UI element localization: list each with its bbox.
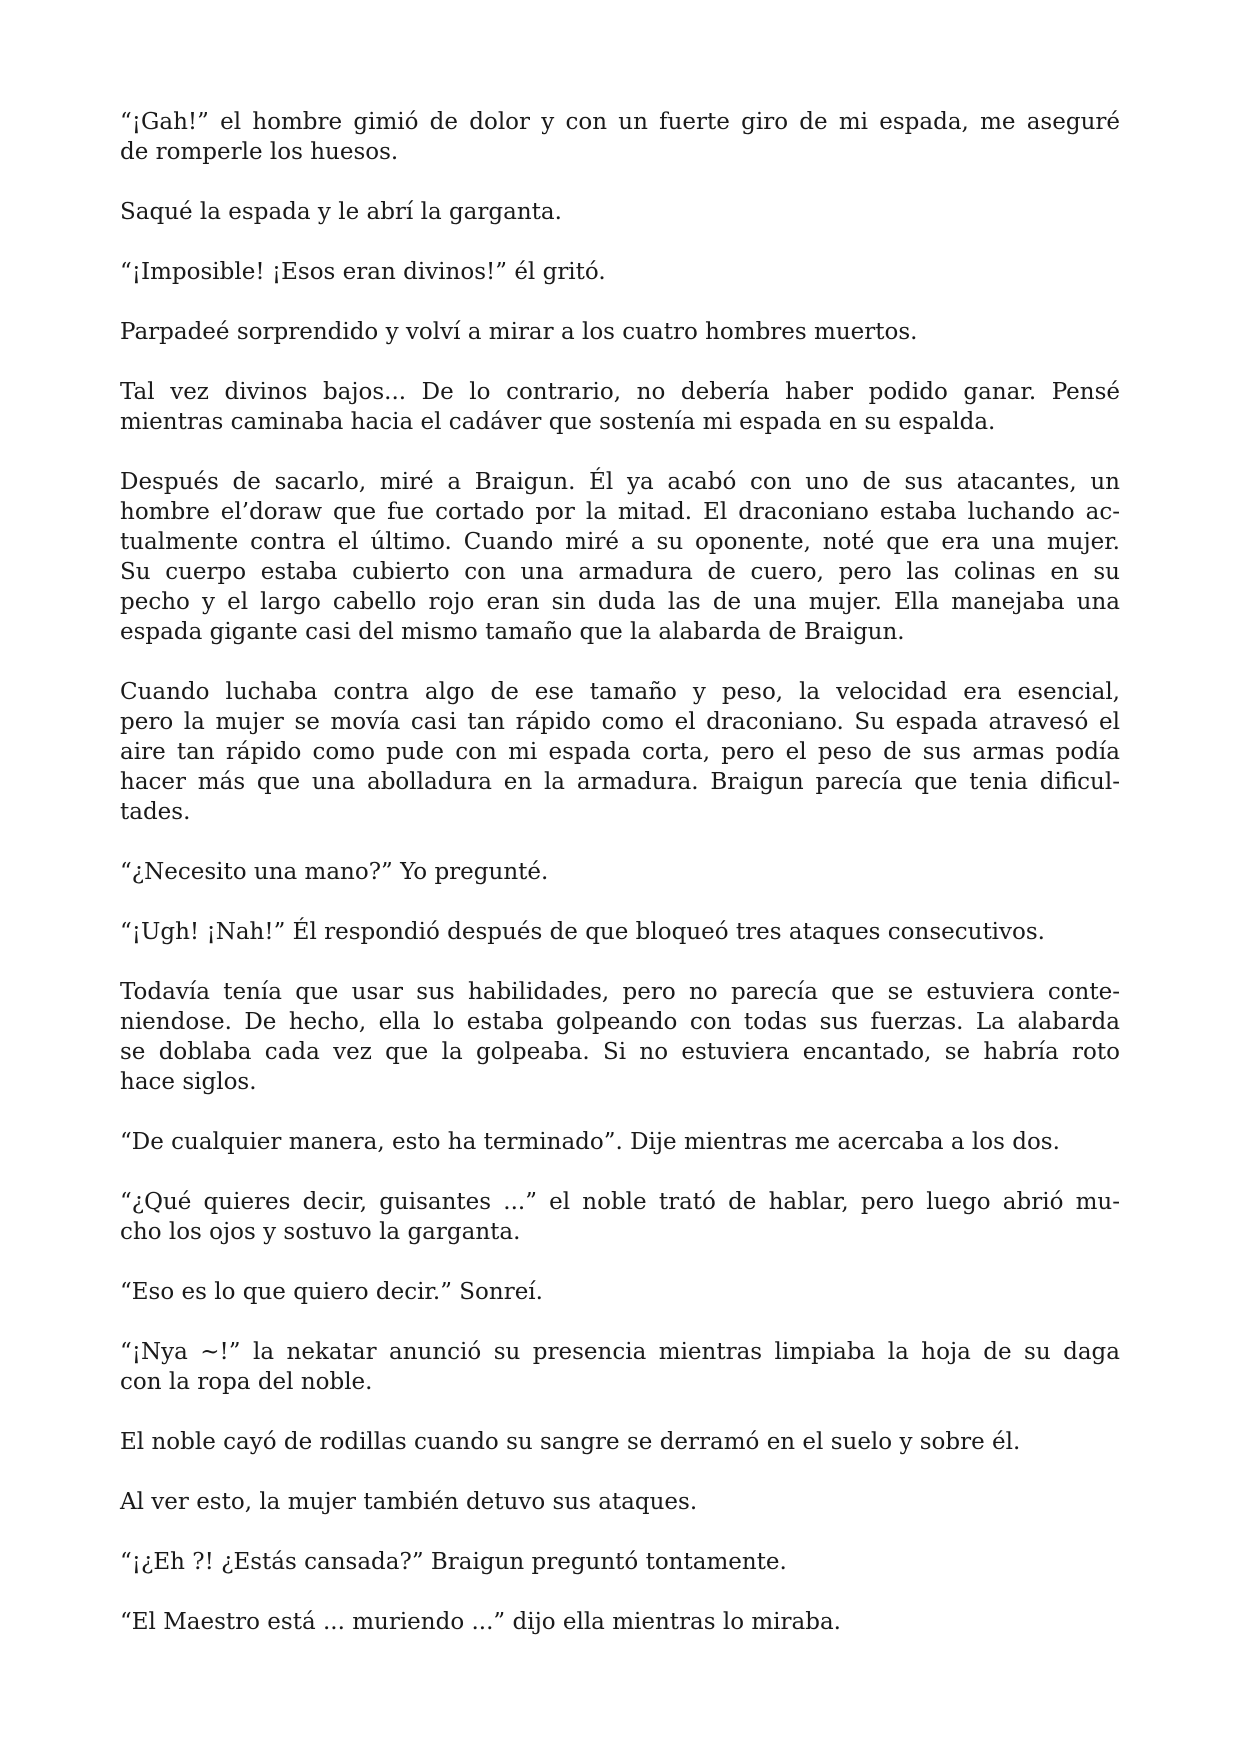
text-line: “¿Qué quieres decir, guisantes ...” el noble trató de hablar, pero luego abrió mu- xyxy=(120,1189,1120,1215)
text-line: “¡¿Eh ?! ¿Estás cansada?” Braigun preguntó tontamente. xyxy=(120,1549,787,1575)
text-line: “Eso es lo que quiero decir.” Sonreí. xyxy=(120,1279,543,1305)
text-line: hombre el’doraw que fue cortado por la mitad. El draconiano estaba luchando ac- xyxy=(120,499,1120,525)
paragraph-6 xyxy=(120,467,1120,647)
paragraph-1 xyxy=(120,107,1120,167)
paragraph-4 xyxy=(120,317,1120,347)
text-line: “¡Ugh! ¡Nah!” Él respondió después de que bloqueó tres ataques consecutivos. xyxy=(120,919,1045,945)
text-line: Parpadeé sorprendido y volví a mirar a los cuatro hombres muertos. xyxy=(120,319,918,345)
text-line: “El Maestro está ... muriendo ...” dijo ella mientras lo miraba. xyxy=(120,1609,841,1635)
paragraph-12 xyxy=(120,1187,1120,1247)
text-line: de romperle los huesos. xyxy=(120,139,399,165)
paragraph-8 xyxy=(120,857,1120,887)
paragraph-13 xyxy=(120,1277,1120,1307)
paragraph-17 xyxy=(120,1547,1120,1577)
text-line: Al ver esto, la mujer también detuvo sus ataques. xyxy=(120,1489,698,1515)
text-line: pecho y el largo cabello rojo eran sin duda las de una mujer. Ella manejaba una xyxy=(120,589,1120,615)
text-line: aire tan rápido como pude con mi espada corta, pero el peso de sus armas podía xyxy=(120,739,1120,765)
text-line: con la ropa del noble. xyxy=(120,1369,373,1395)
text-line: pero la mujer se movía casi tan rápido como el draconiano. Su espada atravesó el xyxy=(120,709,1120,735)
text-line: mientras caminaba hacia el cadáver que sostenía mi espada en su espalda. xyxy=(120,409,996,435)
text-line: espada gigante casi del mismo tamaño que la alabarda de Braigun. xyxy=(120,619,905,645)
text-line: Todavía tenía que usar sus habilidades, pero no parecía que se estuviera conte- xyxy=(120,979,1120,1005)
text-line: “¡Imposible! ¡Esos eran divinos!” él gritó. xyxy=(120,259,606,285)
document-body xyxy=(120,107,1120,1667)
paragraph-9 xyxy=(120,917,1120,947)
text-line: Cuando luchaba contra algo de ese tamaño y peso, la velocidad era esencial, xyxy=(120,679,1120,705)
text-line: “¿Necesito una mano?” Yo pregunté. xyxy=(120,859,549,885)
text-line: Saqué la espada y le abrí la garganta. xyxy=(120,199,562,225)
paragraph-16 xyxy=(120,1487,1120,1517)
paragraph-14 xyxy=(120,1337,1120,1397)
text-line: cho los ojos y sostuvo la garganta. xyxy=(120,1219,521,1245)
paragraph-2 xyxy=(120,197,1120,227)
paragraph-7 xyxy=(120,677,1120,827)
text-line: hace siglos. xyxy=(120,1069,257,1095)
text-line: tualmente contra el último. Cuando miré a su oponente, noté que era una mujer. xyxy=(120,529,1120,555)
text-line: niendose. De hecho, ella lo estaba golpeando con todas sus fuerzas. La alabarda xyxy=(120,1009,1120,1035)
text-line: “¡Gah!” el hombre gimió de dolor y con un fuerte giro de mi espada, me aseguré xyxy=(120,109,1120,135)
text-line: Su cuerpo estaba cubierto con una armadura de cuero, pero las colinas en su xyxy=(120,559,1120,585)
text-line: Después de sacarlo, miré a Braigun. Él ya acabó con uno de sus atacantes, un xyxy=(120,469,1120,495)
paragraph-3 xyxy=(120,257,1120,287)
paragraph-5 xyxy=(120,377,1120,437)
paragraph-18 xyxy=(120,1607,1120,1637)
paragraph-11 xyxy=(120,1127,1120,1157)
text-line: tades. xyxy=(120,799,191,825)
text-line: Tal vez divinos bajos... De lo contrario, no debería haber podido ganar. Pensé xyxy=(120,379,1120,405)
text-line: El noble cayó de rodillas cuando su sangre se derramó en el suelo y sobre él. xyxy=(120,1429,1021,1455)
paragraph-15 xyxy=(120,1427,1120,1457)
paragraph-10 xyxy=(120,977,1120,1097)
text-line: “De cualquier manera, esto ha terminado”. Dije mientras me acercaba a los dos. xyxy=(120,1129,1060,1155)
text-line: se doblaba cada vez que la golpeaba. Si no estuviera encantado, se habría roto xyxy=(120,1039,1120,1065)
text-line: hacer más que una abolladura en la armadura. Braigun parecía que tenia dificul- xyxy=(120,769,1120,795)
text-line: “¡Nya ~!” la nekatar anunció su presencia mientras limpiaba la hoja de su daga xyxy=(120,1339,1120,1365)
